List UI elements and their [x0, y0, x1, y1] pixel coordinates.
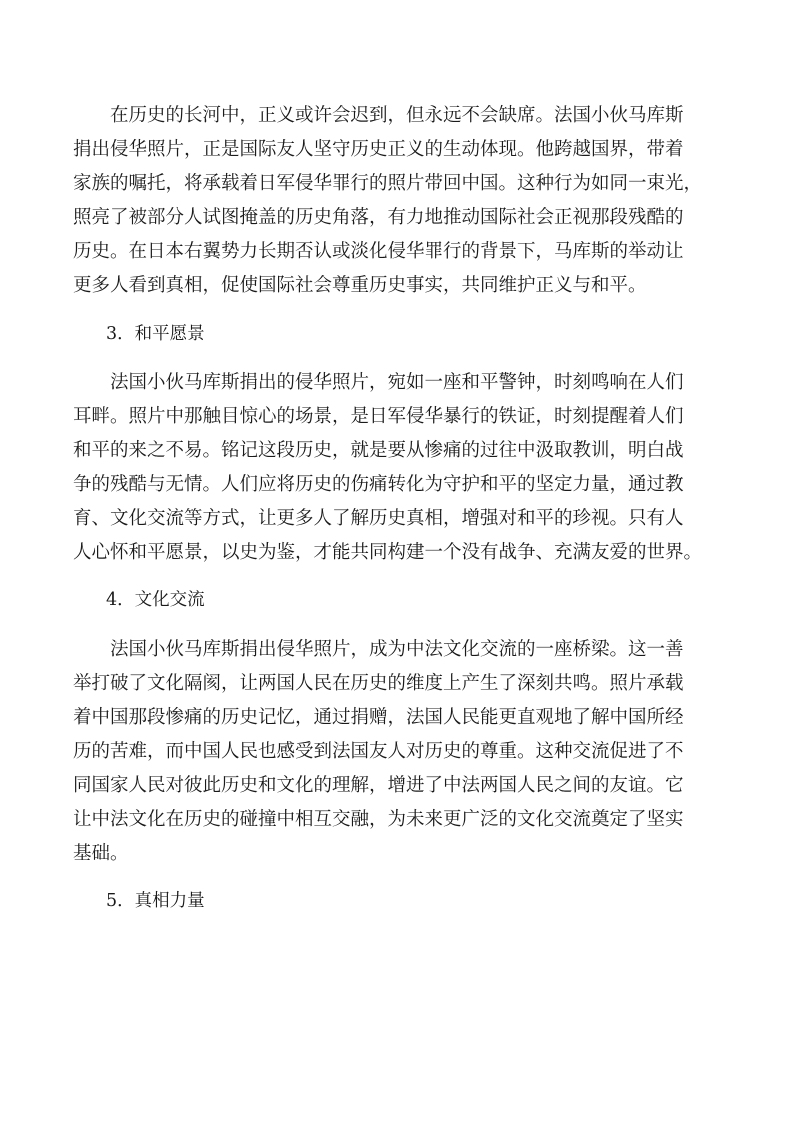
paragraph-justice-line-1: 在历史的长河中，正义或许会迟到，但永远不会缺席。法国小伙马库斯: [73, 105, 684, 126]
paragraph-culture-line-6: 让中法文化在历史的碰撞中相互交融，为未来更广泛的文化交流奠定了坚实: [73, 809, 684, 830]
paragraph-culture-line-1: 法国小伙马库斯捐出侵华照片，成为中法文化交流的一座桥梁。这一善: [73, 639, 684, 660]
section-heading-peace-vision: 3．和平愿景: [106, 324, 205, 344]
paragraph-culture-line-5: 同国家人民对彼此历史和文化的理解，增进了中法两国人民之间的友谊。它: [73, 775, 684, 796]
paragraph-culture-line-3: 着中国那段惨痛的历史记忆，通过捐赠，法国人民能更直观地了解中国所经: [73, 707, 684, 728]
section-heading-cultural-exchange: 4．文化交流: [106, 590, 205, 610]
paragraph-peace-line-3: 和平的来之不易。铭记这段历史，就是要从惨痛的过往中汲取教训，明白战: [73, 440, 684, 461]
paragraph-culture-line-2: 举打破了文化隔阂，让两国人民在历史的维度上产生了深刻共鸣。照片承载: [73, 673, 684, 694]
paragraph-culture-line-4: 历的苦难，而中国人民也感受到法国友人对历史的尊重。这种交流促进了不: [73, 741, 684, 762]
paragraph-justice-line-4: 照亮了被部分人试图掩盖的历史角落，有力地推动国际社会正视那段残酷的: [73, 207, 684, 228]
paragraph-peace-line-1: 法国小伙马库斯捐出的侵华照片，宛如一座和平警钟，时刻鸣响在人们: [73, 372, 684, 393]
paragraph-peace-line-5: 育、文化交流等方式，让更多人了解历史真相，增强对和平的珍视。只有人: [73, 508, 684, 529]
paragraph-culture-line-7: 基础。: [73, 843, 129, 864]
paragraph-justice-line-5: 历史。在日本右翼势力长期否认或淡化侵华罪行的背景下，马库斯的举动让: [73, 241, 684, 262]
section-heading-power-of-truth: 5．真相力量: [106, 891, 205, 911]
paragraph-justice-line-3: 家族的嘱托，将承载着日军侵华罪行的照片带回中国。这种行为如同一束光，: [73, 173, 703, 194]
paragraph-peace-line-2: 耳畔。照片中那触目惊心的场景，是日军侵华暴行的铁证，时刻提醒着人们: [73, 406, 684, 427]
paragraph-justice-line-2: 捐出侵华照片，正是国际友人坚守历史正义的生动体现。他跨越国界，带着: [73, 139, 684, 160]
paragraph-peace-line-4: 争的残酷与无情。人们应将历史的伤痛转化为守护和平的坚定力量，通过教: [73, 474, 684, 495]
paragraph-justice-line-6: 更多人看到真相，促使国际社会尊重历史事实，共同维护正义与和平。: [73, 275, 647, 296]
paragraph-peace-line-6: 人心怀和平愿景，以史为鉴，才能共同构建一个没有战争、充满友爱的世界。: [73, 542, 703, 563]
